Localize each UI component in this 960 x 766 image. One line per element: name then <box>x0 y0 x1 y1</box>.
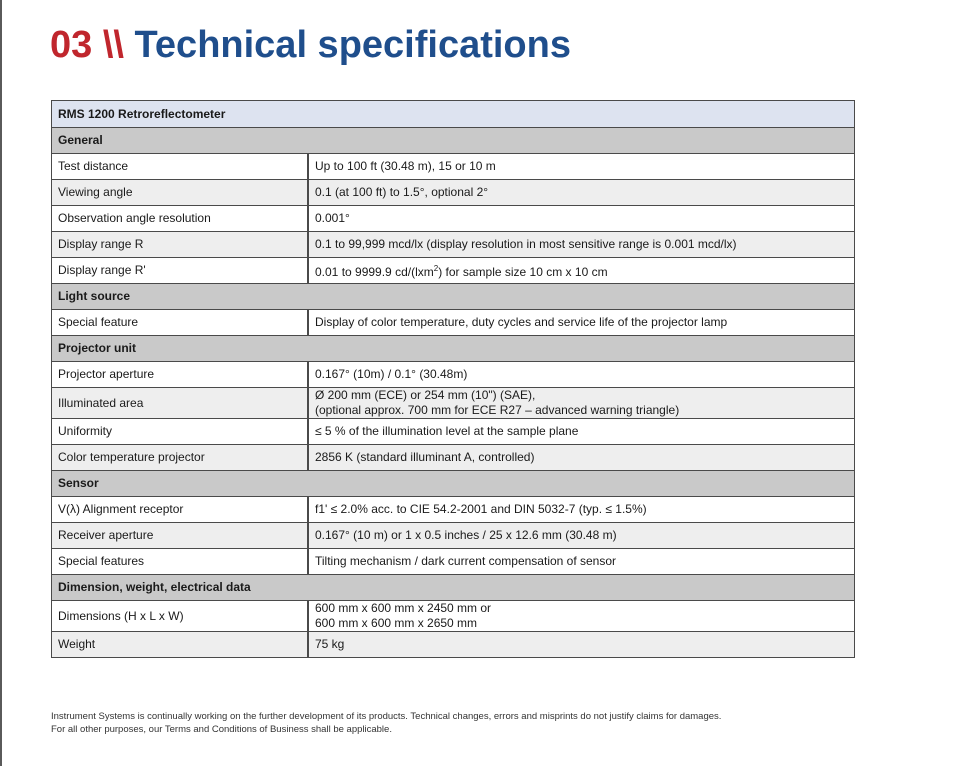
section-projector-unit <box>52 336 855 362</box>
row-value: ≤ 5 % of the illumination level at the sample plane <box>308 419 855 445</box>
row-value: Tilting mechanism / dark current compensation of sensor <box>308 549 855 575</box>
row-label: Projector aperture <box>52 362 309 388</box>
row-value <box>308 258 855 284</box>
spec-table <box>51 100 855 658</box>
section-label: Light source <box>52 284 855 310</box>
row-value: 75 kg <box>308 632 855 658</box>
row-label: V(λ) Alignment receptor <box>52 497 309 523</box>
page-heading <box>50 22 571 68</box>
table-row <box>52 523 855 549</box>
row-value: 2856 K (standard illuminant A, controlled) <box>308 445 855 471</box>
footnote-line: Instrument Systems is continually working on the further development of its products. Technical changes, errors and misprints do not justify claims for damages. <box>51 711 722 722</box>
table-row <box>52 388 855 419</box>
row-label: Dimensions (H x L x W) <box>52 601 309 632</box>
section-sensor <box>52 471 855 497</box>
row-label: Color temperature projector <box>52 445 309 471</box>
page-title: Technical specifications <box>134 24 571 66</box>
table-row <box>52 497 855 523</box>
row-label: Illuminated area <box>52 388 309 419</box>
row-label: Receiver aperture <box>52 523 309 549</box>
row-label: Display range R <box>52 232 309 258</box>
row-label: Viewing angle <box>52 180 309 206</box>
value-line: Ø 200 mm (ECE) or 254 mm (10") (SAE), <box>315 388 536 402</box>
table-row <box>52 180 855 206</box>
section-label: Sensor <box>52 471 855 497</box>
row-value: 0.167° (10m) / 0.1° (30.48m) <box>308 362 855 388</box>
row-value: Display of color temperature, duty cycles and service life of the projector lamp <box>308 310 855 336</box>
table-row <box>52 154 855 180</box>
row-label: Observation angle resolution <box>52 206 309 232</box>
row-value: 0.167° (10 m) or 1 x 0.5 inches / 25 x 12.6 mm (30.48 m) <box>308 523 855 549</box>
section-light-source <box>52 284 855 310</box>
value-line: 600 mm x 600 mm x 2450 mm or <box>315 601 492 615</box>
section-dimension-weight <box>52 575 855 601</box>
table-row <box>52 362 855 388</box>
footnote-line: For all other purposes, our Terms and Conditions of Business shall be applicable. <box>51 724 392 735</box>
row-label: Special feature <box>52 310 309 336</box>
table-row <box>52 310 855 336</box>
value-line: (optional approx. 700 mm for ECE R27 – advanced warning triangle) <box>315 403 680 417</box>
row-value: 0.001° <box>308 206 855 232</box>
row-value <box>308 601 855 632</box>
table-title: RMS 1200 Retroreflectometer <box>52 101 855 128</box>
value-line: 600 mm x 600 mm x 2650 mm <box>315 616 478 630</box>
row-label: Uniformity <box>52 419 309 445</box>
table-row <box>52 632 855 658</box>
disclaimer-footnote <box>51 710 911 736</box>
table-row <box>52 206 855 232</box>
table-row <box>52 549 855 575</box>
row-label: Test distance <box>52 154 309 180</box>
table-row <box>52 232 855 258</box>
row-label: Display range R' <box>52 258 309 284</box>
value-part: ) for sample size 10 cm x 10 cm <box>438 265 608 279</box>
table-row <box>52 601 855 632</box>
table-row <box>52 258 855 284</box>
row-value <box>308 388 855 419</box>
table-row <box>52 419 855 445</box>
row-value: 0.1 to 99,999 mcd/lx (display resolution in most sensitive range is 0.001 mcd/lx) <box>308 232 855 258</box>
row-label: Special features <box>52 549 309 575</box>
superscript: 2 <box>433 264 439 273</box>
row-value: Up to 100 ft (30.48 m), 15 or 10 m <box>308 154 855 180</box>
chapter-number: 03 <box>50 24 93 66</box>
section-label: General <box>52 128 855 154</box>
section-general <box>52 128 855 154</box>
section-label: Dimension, weight, electrical data <box>52 575 855 601</box>
table-row <box>52 445 855 471</box>
page-edge-rule <box>0 0 2 766</box>
row-value: f1' ≤ 2.0% acc. to CIE 54.2-2001 and DIN 5032-7 (typ. ≤ 1.5%) <box>308 497 855 523</box>
row-value: 0.1 (at 100 ft) to 1.5°, optional 2° <box>308 180 855 206</box>
value-part: 0.01 to 9999.9 cd/(lxm <box>315 265 434 279</box>
row-label: Weight <box>52 632 309 658</box>
table-title-row <box>52 101 855 128</box>
section-label: Projector unit <box>52 336 855 362</box>
chapter-separator: \\ <box>102 24 124 66</box>
